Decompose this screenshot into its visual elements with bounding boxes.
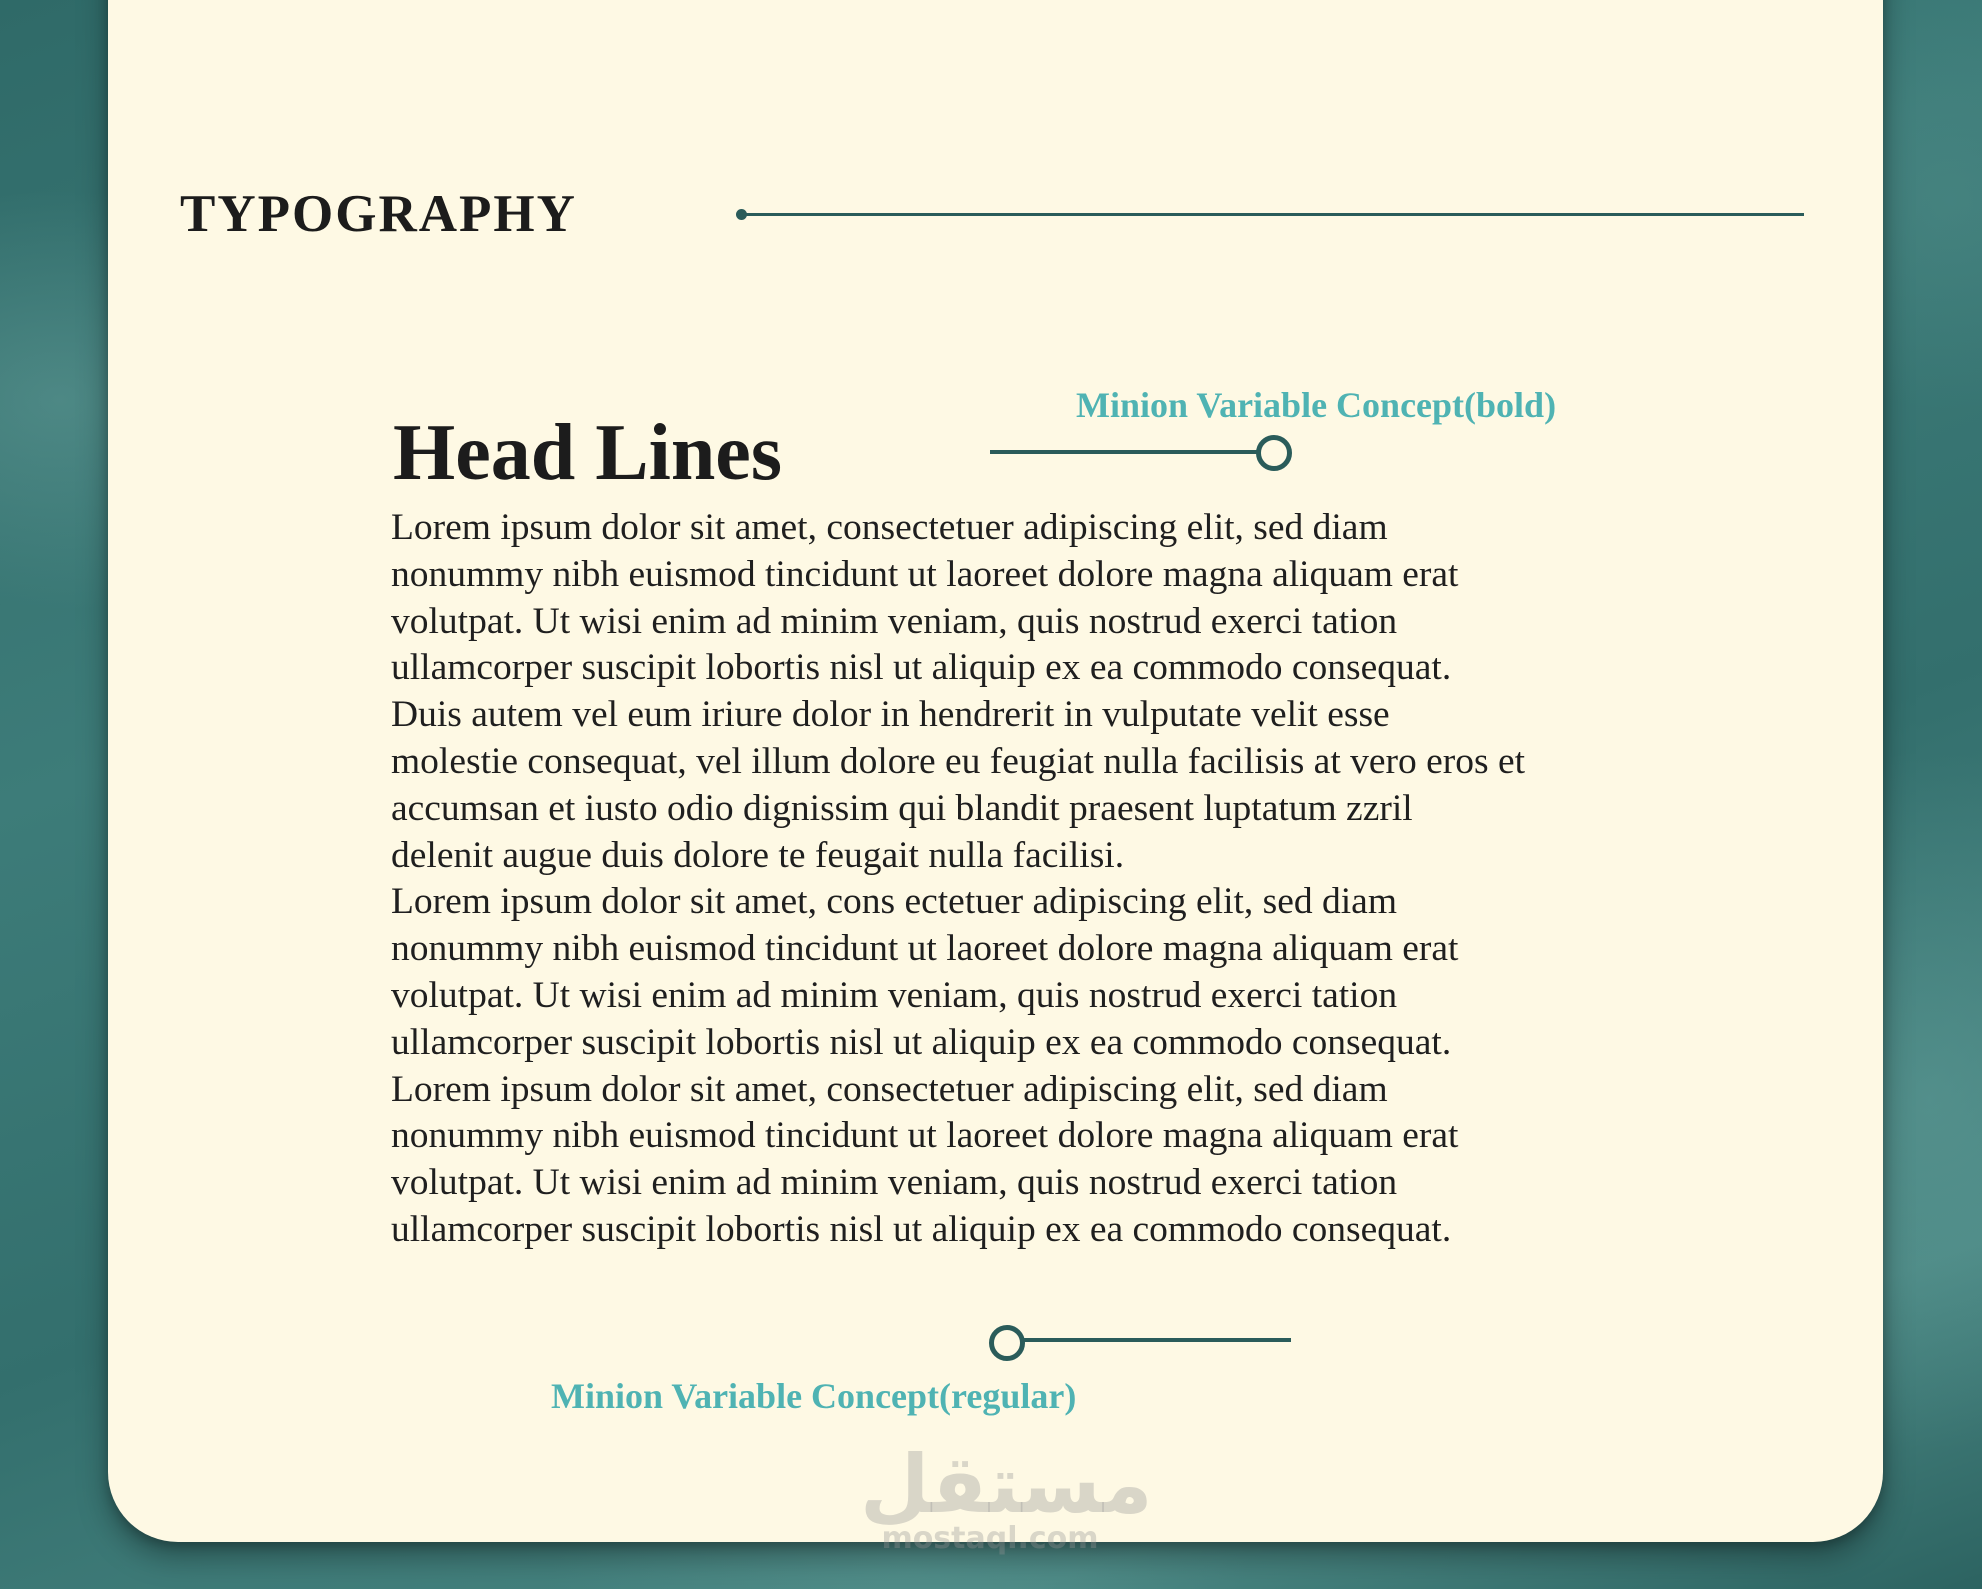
- body-text-sample: [391, 505, 1591, 1254]
- bold-annotation-connector-line: [990, 450, 1258, 454]
- regular-font-annotation: Minion Variable Concept(regular): [551, 1376, 1077, 1416]
- bold-font-annotation: Minion Variable Concept(bold): [1076, 385, 1557, 425]
- headline-sample: Head Lines: [393, 409, 782, 497]
- title-rule: [740, 213, 1804, 216]
- body-paragraph-1: Lorem ipsum dolor sit amet, consectetuer adipiscing elit, sed diam nonummy nibh euismod tincidunt ut laoreet dolore magna aliquam erat volutpat. Ut wisi enim ad minim veniam, quis nostrud exerci tation ullamcorper suscipit lobortis nisl ut aliquip ex ea commodo consequat. Duis autem vel eum iriure dolor in hendrerit in vulputate velit esse molestie consequat, vel illum dolore eu feugiat nulla facilisis at vero eros et accumsan et iusto odio dignissim qui blandit praesent luptatum zzril delenit augue duis dolore te feugait nulla facilisi.: [391, 507, 1526, 876]
- body-paragraph-2: Lorem ipsum dolor sit amet, cons ectetuer adipiscing elit, sed diam nonummy nibh euismod tincidunt ut laoreet dolore magna aliquam erat volutpat. Ut wisi enim ad minim veniam, quis nostrud exerci tation ullamcorper suscipit lobortis nisl ut aliquip ex ea commodo consequat. Lorem ipsum dolor sit amet, consectetuer adipiscing elit, sed diam nonummy nibh euismod tincidunt ut laoreet dolore magna aliquam erat volutpat. Ut wisi enim ad minim veniam, quis nostrud exerci tation ullamcorper suscipit lobortis nisl ut aliquip ex ea commodo consequat.: [391, 881, 1459, 1250]
- mostaql-watermark: [860, 1438, 1153, 1556]
- regular-annotation-connector-circle: [989, 1325, 1025, 1361]
- regular-annotation-connector-line: [1023, 1338, 1291, 1342]
- bold-annotation-connector-circle: [1256, 435, 1292, 471]
- watermark-domain: mostaql.com: [881, 1521, 1099, 1556]
- watermark-logo: مستقل: [860, 1438, 1153, 1531]
- section-title: TYPOGRAPHY: [180, 185, 577, 243]
